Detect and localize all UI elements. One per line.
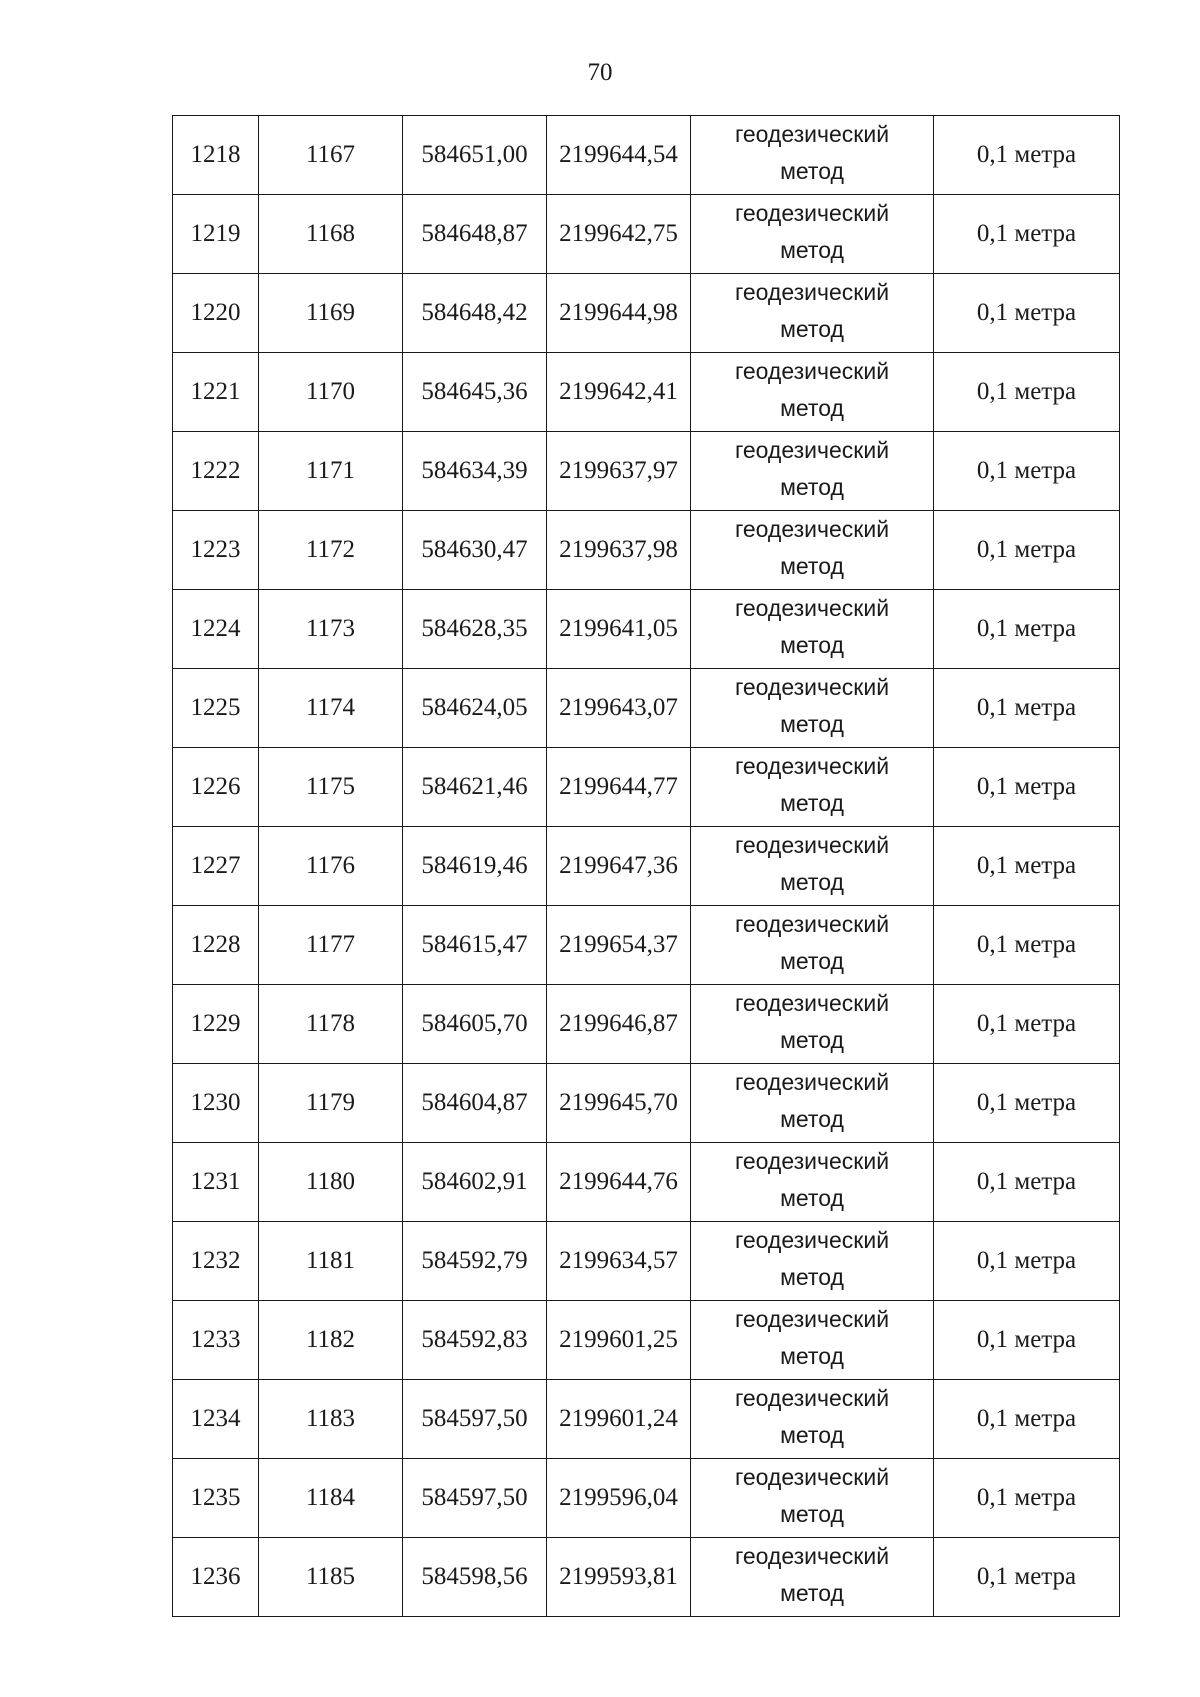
y-coordinate-cell: 2199644,98 — [547, 274, 691, 353]
method-line-2: метод — [780, 1343, 844, 1369]
method-line-1: геодезический — [734, 832, 890, 858]
method-line-2: метод — [780, 1106, 844, 1132]
y-coordinate-cell: 2199644,77 — [547, 748, 691, 827]
x-coordinate-cell: 584592,83 — [403, 1301, 547, 1380]
method-line-1: геодезический — [734, 279, 890, 305]
accuracy-cell: 0,1 метра — [934, 511, 1120, 590]
table-row — [173, 1301, 1120, 1380]
row-number-cell: 1223 — [173, 511, 259, 590]
point-number-cell: 1180 — [259, 1143, 403, 1222]
x-coordinate-cell: 584621,46 — [403, 748, 547, 827]
x-coordinate-cell: 584645,36 — [403, 353, 547, 432]
method-cell — [691, 116, 934, 195]
method-line-1: геодезический — [734, 200, 890, 226]
y-coordinate-cell: 2199637,98 — [547, 511, 691, 590]
row-number-cell: 1224 — [173, 590, 259, 669]
x-coordinate-cell: 584604,87 — [403, 1064, 547, 1143]
point-number-cell: 1185 — [259, 1538, 403, 1617]
point-number-cell: 1182 — [259, 1301, 403, 1380]
x-coordinate-cell: 584624,05 — [403, 669, 547, 748]
method-line-1: геодезический — [734, 1464, 890, 1490]
point-number-cell: 1170 — [259, 353, 403, 432]
y-coordinate-cell: 2199637,97 — [547, 432, 691, 511]
method-line-1: геодезический — [734, 1069, 890, 1095]
method-line-2: метод — [780, 474, 844, 500]
accuracy-cell: 0,1 метра — [934, 906, 1120, 985]
table-row — [173, 195, 1120, 274]
x-coordinate-cell: 584597,50 — [403, 1380, 547, 1459]
method-cell — [691, 1064, 934, 1143]
point-number-cell: 1167 — [259, 116, 403, 195]
method-line-2: метод — [780, 1580, 844, 1606]
method-line-1: геодезический — [734, 990, 890, 1016]
method-line-1: геодезический — [734, 1227, 890, 1253]
accuracy-cell: 0,1 метра — [934, 1380, 1120, 1459]
row-number-cell: 1228 — [173, 906, 259, 985]
method-line-2: метод — [780, 1501, 844, 1527]
method-line-1: геодезический — [734, 674, 890, 700]
coordinates-table-body — [173, 116, 1120, 1617]
method-cell — [691, 353, 934, 432]
accuracy-cell: 0,1 метра — [934, 1143, 1120, 1222]
point-number-cell: 1176 — [259, 827, 403, 906]
method-line-1: геодезический — [734, 753, 890, 779]
y-coordinate-cell: 2199644,54 — [547, 116, 691, 195]
accuracy-cell: 0,1 метра — [934, 353, 1120, 432]
x-coordinate-cell: 584597,50 — [403, 1459, 547, 1538]
point-number-cell: 1178 — [259, 985, 403, 1064]
coordinates-table — [172, 115, 1120, 1617]
y-coordinate-cell: 2199647,36 — [547, 827, 691, 906]
method-cell — [691, 748, 934, 827]
y-coordinate-cell: 2199642,75 — [547, 195, 691, 274]
accuracy-cell: 0,1 метра — [934, 827, 1120, 906]
x-coordinate-cell: 584634,39 — [403, 432, 547, 511]
method-line-1: геодезический — [734, 1148, 890, 1174]
x-coordinate-cell: 584619,46 — [403, 827, 547, 906]
y-coordinate-cell: 2199646,87 — [547, 985, 691, 1064]
y-coordinate-cell: 2199634,57 — [547, 1222, 691, 1301]
row-number-cell: 1233 — [173, 1301, 259, 1380]
method-line-2: метод — [780, 1185, 844, 1211]
x-coordinate-cell: 584651,00 — [403, 116, 547, 195]
method-cell — [691, 985, 934, 1064]
method-line-1: геодезический — [734, 1543, 890, 1569]
table-row — [173, 985, 1120, 1064]
x-coordinate-cell: 584630,47 — [403, 511, 547, 590]
accuracy-cell: 0,1 метра — [934, 669, 1120, 748]
x-coordinate-cell: 584592,79 — [403, 1222, 547, 1301]
method-line-2: метод — [780, 158, 844, 184]
table-row — [173, 274, 1120, 353]
method-cell — [691, 1222, 934, 1301]
method-line-2: метод — [780, 790, 844, 816]
method-line-1: геодезический — [734, 437, 890, 463]
point-number-cell: 1168 — [259, 195, 403, 274]
y-coordinate-cell: 2199644,76 — [547, 1143, 691, 1222]
accuracy-cell: 0,1 метра — [934, 1459, 1120, 1538]
table-row — [173, 906, 1120, 985]
row-number-cell: 1220 — [173, 274, 259, 353]
method-line-1: геодезический — [734, 595, 890, 621]
method-line-2: метод — [780, 1264, 844, 1290]
point-number-cell: 1169 — [259, 274, 403, 353]
table-row — [173, 590, 1120, 669]
row-number-cell: 1232 — [173, 1222, 259, 1301]
table-row — [173, 1064, 1120, 1143]
page-number: 70 — [587, 59, 613, 86]
method-cell — [691, 432, 934, 511]
row-number-cell: 1218 — [173, 116, 259, 195]
accuracy-cell: 0,1 метра — [934, 274, 1120, 353]
y-coordinate-cell: 2199596,04 — [547, 1459, 691, 1538]
accuracy-cell: 0,1 метра — [934, 1538, 1120, 1617]
point-number-cell: 1179 — [259, 1064, 403, 1143]
row-number-cell: 1235 — [173, 1459, 259, 1538]
table-row — [173, 1143, 1120, 1222]
method-cell — [691, 669, 934, 748]
table-row — [173, 827, 1120, 906]
row-number-cell: 1236 — [173, 1538, 259, 1617]
x-coordinate-cell: 584648,87 — [403, 195, 547, 274]
row-number-cell: 1225 — [173, 669, 259, 748]
point-number-cell: 1184 — [259, 1459, 403, 1538]
table-row — [173, 116, 1120, 195]
point-number-cell: 1177 — [259, 906, 403, 985]
table-row — [173, 1222, 1120, 1301]
accuracy-cell: 0,1 метра — [934, 590, 1120, 669]
accuracy-cell: 0,1 метра — [934, 116, 1120, 195]
row-number-cell: 1234 — [173, 1380, 259, 1459]
row-number-cell: 1219 — [173, 195, 259, 274]
row-number-cell: 1222 — [173, 432, 259, 511]
y-coordinate-cell: 2199601,25 — [547, 1301, 691, 1380]
table-row — [173, 1459, 1120, 1538]
method-cell — [691, 1301, 934, 1380]
table-row — [173, 1538, 1120, 1617]
accuracy-cell: 0,1 метра — [934, 748, 1120, 827]
x-coordinate-cell: 584628,35 — [403, 590, 547, 669]
method-line-2: метод — [780, 237, 844, 263]
method-line-2: метод — [780, 711, 844, 737]
method-line-1: геодезический — [734, 1385, 890, 1411]
point-number-cell: 1174 — [259, 669, 403, 748]
method-line-2: метод — [780, 869, 844, 895]
method-cell — [691, 1143, 934, 1222]
y-coordinate-cell: 2199654,37 — [547, 906, 691, 985]
y-coordinate-cell: 2199641,05 — [547, 590, 691, 669]
row-number-cell: 1226 — [173, 748, 259, 827]
method-line-2: метод — [780, 632, 844, 658]
method-line-1: геодезический — [734, 1306, 890, 1332]
accuracy-cell: 0,1 метра — [934, 432, 1120, 511]
accuracy-cell: 0,1 метра — [934, 985, 1120, 1064]
method-cell — [691, 274, 934, 353]
row-number-cell: 1227 — [173, 827, 259, 906]
x-coordinate-cell: 584598,56 — [403, 1538, 547, 1617]
method-line-1: геодезический — [734, 911, 890, 937]
method-cell — [691, 1380, 934, 1459]
accuracy-cell: 0,1 метра — [934, 1222, 1120, 1301]
row-number-cell: 1231 — [173, 1143, 259, 1222]
y-coordinate-cell: 2199601,24 — [547, 1380, 691, 1459]
method-cell — [691, 511, 934, 590]
method-line-2: метод — [780, 553, 844, 579]
method-cell — [691, 590, 934, 669]
method-line-2: метод — [780, 1422, 844, 1448]
y-coordinate-cell: 2199643,07 — [547, 669, 691, 748]
row-number-cell: 1230 — [173, 1064, 259, 1143]
y-coordinate-cell: 2199642,41 — [547, 353, 691, 432]
table-row — [173, 511, 1120, 590]
method-line-1: геодезический — [734, 516, 890, 542]
method-line-2: метод — [780, 948, 844, 974]
method-cell — [691, 906, 934, 985]
point-number-cell: 1183 — [259, 1380, 403, 1459]
method-line-1: геодезический — [734, 358, 890, 384]
point-number-cell: 1175 — [259, 748, 403, 827]
table-row — [173, 432, 1120, 511]
row-number-cell: 1229 — [173, 985, 259, 1064]
accuracy-cell: 0,1 метра — [934, 1064, 1120, 1143]
method-cell — [691, 1459, 934, 1538]
point-number-cell: 1181 — [259, 1222, 403, 1301]
table-row — [173, 1380, 1120, 1459]
point-number-cell: 1173 — [259, 590, 403, 669]
y-coordinate-cell: 2199593,81 — [547, 1538, 691, 1617]
method-line-2: метод — [780, 316, 844, 342]
x-coordinate-cell: 584605,70 — [403, 985, 547, 1064]
method-line-1: геодезический — [734, 121, 890, 147]
y-coordinate-cell: 2199645,70 — [547, 1064, 691, 1143]
row-number-cell: 1221 — [173, 353, 259, 432]
method-line-2: метод — [780, 1027, 844, 1053]
method-cell — [691, 827, 934, 906]
table-row — [173, 748, 1120, 827]
x-coordinate-cell: 584602,91 — [403, 1143, 547, 1222]
accuracy-cell: 0,1 метра — [934, 195, 1120, 274]
point-number-cell: 1172 — [259, 511, 403, 590]
method-cell — [691, 1538, 934, 1617]
table-row — [173, 669, 1120, 748]
method-line-2: метод — [780, 395, 844, 421]
x-coordinate-cell: 584648,42 — [403, 274, 547, 353]
x-coordinate-cell: 584615,47 — [403, 906, 547, 985]
table-row — [173, 353, 1120, 432]
method-cell — [691, 195, 934, 274]
point-number-cell: 1171 — [259, 432, 403, 511]
accuracy-cell: 0,1 метра — [934, 1301, 1120, 1380]
